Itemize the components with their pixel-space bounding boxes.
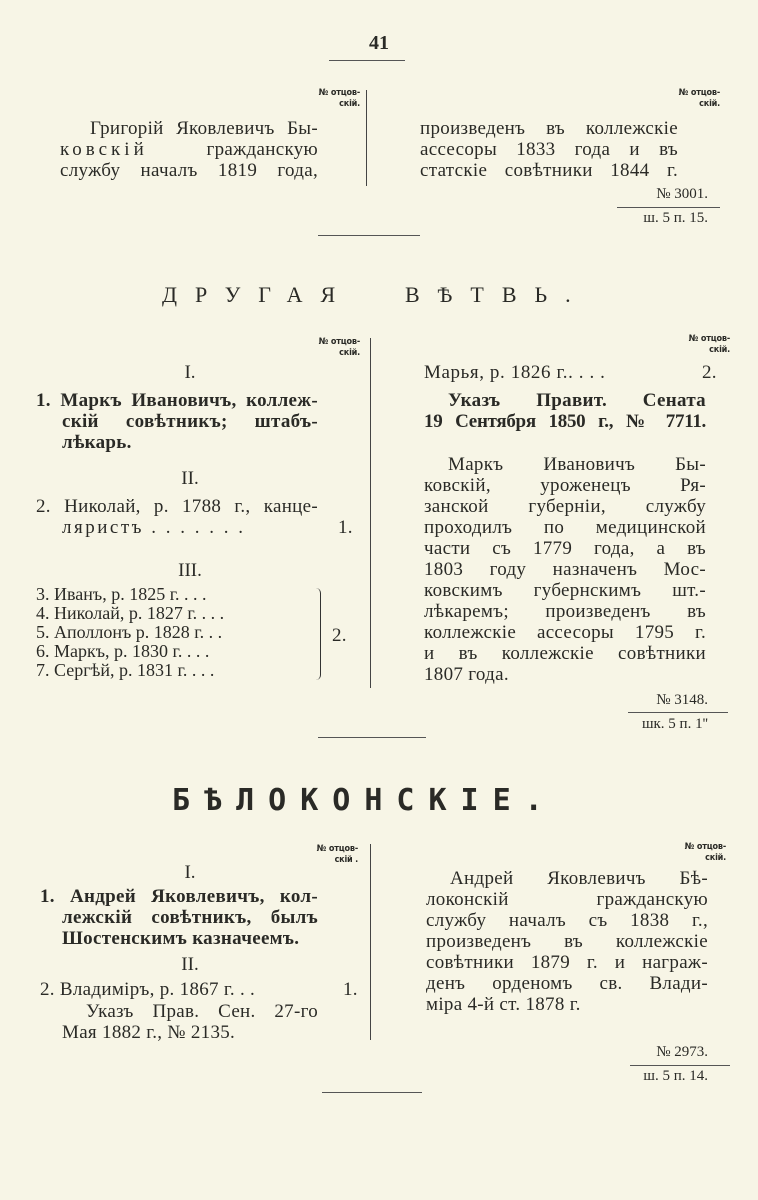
- text-line: службу началъ съ 1838 г.,: [426, 910, 708, 931]
- text-line: произведенъ въ коллежскіе: [420, 118, 678, 139]
- column-header-line: № отцов-: [688, 334, 730, 344]
- archive-rule: [617, 207, 720, 208]
- generation-label: II.: [181, 954, 199, 975]
- list-item: 5. Аполлонъ р. 1828 г. . .: [36, 622, 223, 642]
- text-line: Шостенскимъ казначеемъ.: [62, 928, 300, 949]
- genealogy-entry: [36, 390, 318, 453]
- decree-text: [424, 390, 706, 432]
- text-line: ассесоры 1833 года и въ: [420, 139, 678, 160]
- text-line: и въ коллежскіе совѣтники: [424, 643, 706, 664]
- list-item: 4. Николай, р. 1827 г. . . .: [36, 603, 225, 623]
- spaced-word: ковскій: [60, 139, 148, 160]
- archive-location: шк. 5 п. 1'': [641, 716, 708, 732]
- text-line: произведенъ въ коллежскіе: [426, 931, 708, 952]
- column-header-left: [290, 88, 360, 110]
- text-line: Мая 1882 г., № 2135.: [62, 1022, 236, 1043]
- child-entry: Марья, р. 1826 г.. . . .: [424, 362, 606, 383]
- column-header-line: № отцов-: [684, 842, 726, 852]
- text-line: лѣкарь.: [62, 432, 132, 453]
- top-left-text: [60, 118, 318, 181]
- column-header-line: скій.: [709, 345, 730, 355]
- biography-text: [424, 454, 706, 685]
- section-separator: [322, 1092, 422, 1093]
- column-header-line: № отцов-: [318, 88, 360, 98]
- text-line: лѣкаремъ; произведенъ въ: [424, 601, 706, 622]
- text-line: службу началъ 1819 года,: [60, 160, 318, 181]
- section-separator: [318, 235, 420, 236]
- family-heading: БѢЛОКОНСКІЕ.: [172, 783, 557, 818]
- column-header-right: [656, 842, 726, 864]
- text-line: 1803 году назначенъ Мос-: [424, 559, 706, 580]
- column-header-line: № отцов-: [678, 88, 720, 98]
- archive-number: № 3148.: [656, 692, 708, 708]
- generation-label: III.: [178, 560, 202, 581]
- text-line: лежскій совѣтникъ, былъ: [62, 907, 318, 928]
- grouping-brace: [316, 588, 321, 680]
- column-header-line: № отцов-: [316, 844, 358, 854]
- top-right-text: [420, 118, 678, 181]
- generation-label: II.: [181, 468, 199, 489]
- archive-number: № 2973.: [656, 1044, 708, 1060]
- parent-number: 1.: [338, 517, 353, 538]
- archive-location: ш. 5 п. 14.: [643, 1068, 708, 1084]
- column-header-line: скій.: [339, 99, 360, 109]
- page-number-rule: [329, 60, 405, 61]
- column-header-right: [660, 334, 730, 356]
- column-divider: [366, 90, 367, 186]
- genealogy-entry: [36, 496, 318, 538]
- text-line: 19 Сентября 1850 г., № 7711.: [424, 411, 706, 432]
- column-divider: [370, 844, 371, 1040]
- archive-number: № 3001.: [656, 186, 708, 202]
- text-line: ковскій, уроженецъ Ря-: [424, 475, 706, 496]
- text-line: 2. Николай, р. 1788 г., канце-: [36, 496, 318, 517]
- text-line: ковскимъ губернскимъ шт.-: [424, 580, 706, 601]
- section-heading-left: ДРУГАЯ: [162, 282, 354, 307]
- archive-rule: [630, 1065, 730, 1066]
- column-header-line: скій.: [339, 348, 360, 358]
- generation-label: I.: [184, 862, 196, 883]
- text-line: проходилъ по медицинской: [424, 517, 706, 538]
- text-line: Указъ Правит. Сената: [448, 390, 706, 411]
- column-divider: [370, 338, 371, 688]
- page-number: 41: [369, 32, 389, 54]
- decree-text: [62, 1001, 318, 1043]
- text-line: міра 4-й ст. 1878 г.: [426, 994, 581, 1015]
- column-header-line: скій.: [699, 99, 720, 109]
- text-word: гражданскую: [206, 139, 318, 160]
- list-item: 3. Иванъ, р. 1825 г. . . .: [36, 584, 207, 604]
- column-header-left: [288, 844, 358, 866]
- text-line: совѣтники 1879 г. и награж-: [426, 952, 708, 973]
- text-line: части съ 1779 года, а въ: [424, 538, 706, 559]
- parent-number: 1.: [343, 979, 358, 1000]
- column-header-right: [650, 88, 720, 110]
- genealogy-entry: 2. Владиміръ, р. 1867 г. . .: [40, 979, 256, 1000]
- column-header-line: № отцов-: [318, 337, 360, 347]
- text-line: денъ орденомъ св. Влади-: [426, 973, 708, 994]
- section-heading-right: ВѢТВЬ.: [405, 282, 589, 307]
- column-header-line: скій.: [705, 853, 726, 863]
- archive-rule: [628, 712, 728, 713]
- text-line: 1. Маркъ Ивановичъ, коллеж-: [36, 390, 318, 411]
- text-line: Указъ Прав. Сен. 27-го: [86, 1001, 318, 1022]
- column-header-line: скій .: [334, 855, 358, 865]
- text-line: Андрей Яковлевичъ Бѣ-: [450, 868, 708, 889]
- generation-label: I.: [184, 362, 196, 383]
- text-line: 1807 года.: [424, 664, 509, 685]
- text-line: Григорій Яковлевичъ Бы-: [90, 118, 318, 139]
- biography-text: [426, 868, 708, 1015]
- text-line: ляристъ . . . . . . .: [62, 517, 246, 538]
- parent-number: 2.: [702, 362, 717, 383]
- archive-location: ш. 5 п. 15.: [643, 210, 708, 226]
- text-line: 1. Андрей Яковлевичъ, кол-: [40, 886, 318, 907]
- text-line: статскіе совѣтники 1844 г.: [420, 160, 678, 181]
- list-item: 7. Сергѣй, р. 1831 г. . . .: [36, 660, 215, 680]
- column-header-left: [290, 337, 360, 359]
- text-line: занской губерніи, службу: [424, 496, 706, 517]
- text-line: Маркъ Ивановичъ Бы-: [448, 454, 706, 475]
- text-line: [60, 139, 318, 160]
- text-line: скій совѣтникъ; штабъ-: [62, 411, 318, 432]
- genealogy-entry: [40, 886, 318, 949]
- parent-number: 2.: [332, 625, 347, 646]
- section-separator: [318, 737, 426, 738]
- genealogy-list: [36, 585, 326, 680]
- text-line: коллежскіе ассесоры 1795 г.: [424, 622, 706, 643]
- text-line: локонскій гражданскую: [426, 889, 708, 910]
- list-item: 6. Маркъ, р. 1830 г. . . .: [36, 641, 210, 661]
